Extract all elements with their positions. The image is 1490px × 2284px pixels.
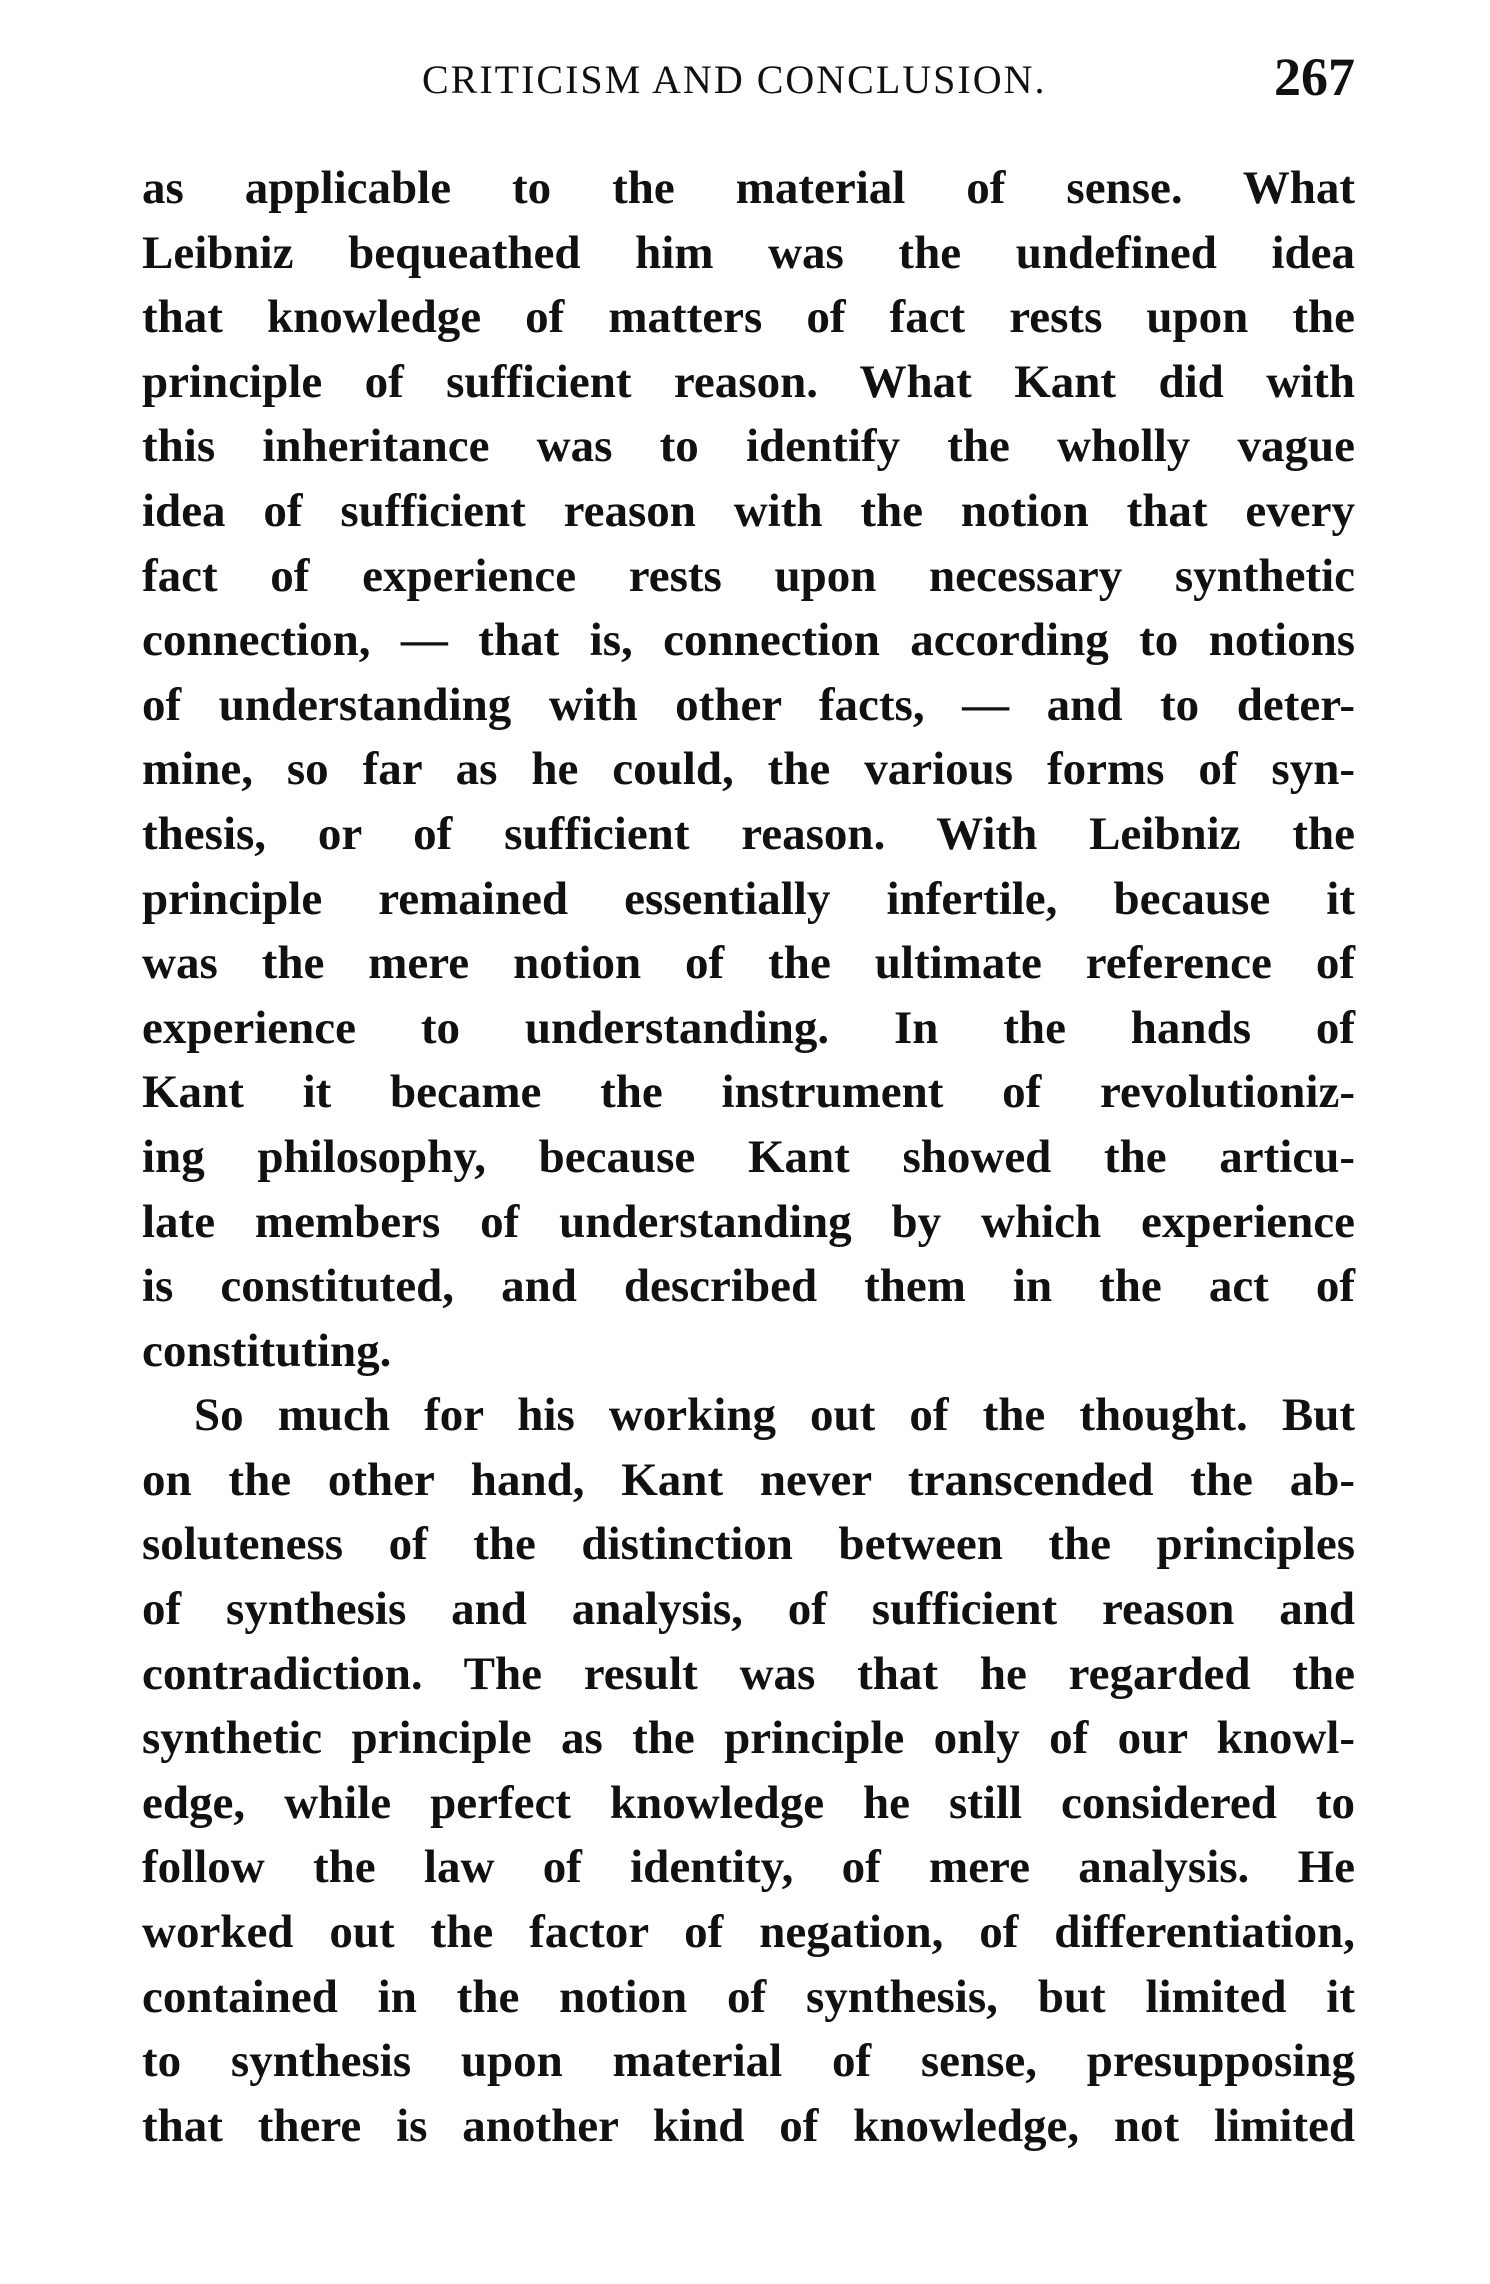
text-line: Kant it became the instrument of revolutioniz- [142, 1066, 1355, 1119]
text-line: connection, — that is, connection according to notions [142, 614, 1355, 667]
text-line: is constituted, and described them in the act of [142, 1260, 1355, 1313]
text-line: principle of sufficient reason. What Kant did with [142, 355, 1355, 408]
text-line: of understanding with other facts, — and to deter- [142, 678, 1355, 731]
page-number: 267 [1274, 47, 1355, 107]
text-line: that knowledge of matters of fact rests upon the [142, 291, 1355, 344]
running-title: CRITICISM AND CONCLUSION. [422, 57, 1047, 102]
text-line: contradiction. The result was that he regarded the [142, 1647, 1355, 1700]
text-line: synthetic principle as the principle only of our knowl- [142, 1712, 1355, 1765]
text-line: to synthesis upon material of sense, presupposing [142, 2035, 1355, 2088]
text-line: constituting. [142, 1324, 392, 1377]
text-line: was the mere notion of the ultimate reference of [142, 937, 1355, 990]
text-line: experience to understanding. In the hands of [142, 1001, 1355, 1054]
text-line: mine, so far as he could, the various forms of syn- [142, 743, 1355, 796]
text-line: of synthesis and analysis, of sufficient reason and [142, 1583, 1355, 1636]
text-line: as applicable to the material of sense. What [142, 162, 1355, 214]
text-line: ing philosophy, because Kant showed the articu- [142, 1130, 1355, 1183]
text-line: principle remained essentially infertile, because it [142, 872, 1355, 925]
text-line: that there is another kind of knowledge, not limited [142, 2099, 1355, 2152]
text-line: follow the law of identity, of mere analysis. He [142, 1841, 1355, 1894]
text-line: thesis, or of sufficient reason. With Leibniz the [142, 807, 1355, 860]
text-line: late members of understanding by which experience [142, 1195, 1355, 1248]
page-header [140, 47, 1355, 112]
text-line: Leibniz bequeathed him was the undefined idea [142, 226, 1355, 279]
text-line: idea of sufficient reason with the notion that every [142, 484, 1355, 537]
text-line: So much for his working out of the thought. But [194, 1389, 1355, 1442]
body-text [142, 156, 1355, 2158]
text-line: on the other hand, Kant never transcended the ab- [142, 1453, 1355, 1506]
text-line: edge, while perfect knowledge he still considered to [142, 1776, 1355, 1829]
text-line: this inheritance was to identify the wholly vague [142, 420, 1355, 473]
text-line: worked out the factor of negation, of differentiation, [142, 1906, 1355, 1959]
text-line: soluteness of the distinction between the principles [142, 1518, 1355, 1571]
text-line: fact of experience rests upon necessary synthetic [142, 549, 1355, 602]
text-line: contained in the notion of synthesis, but limited it [142, 1970, 1355, 2023]
